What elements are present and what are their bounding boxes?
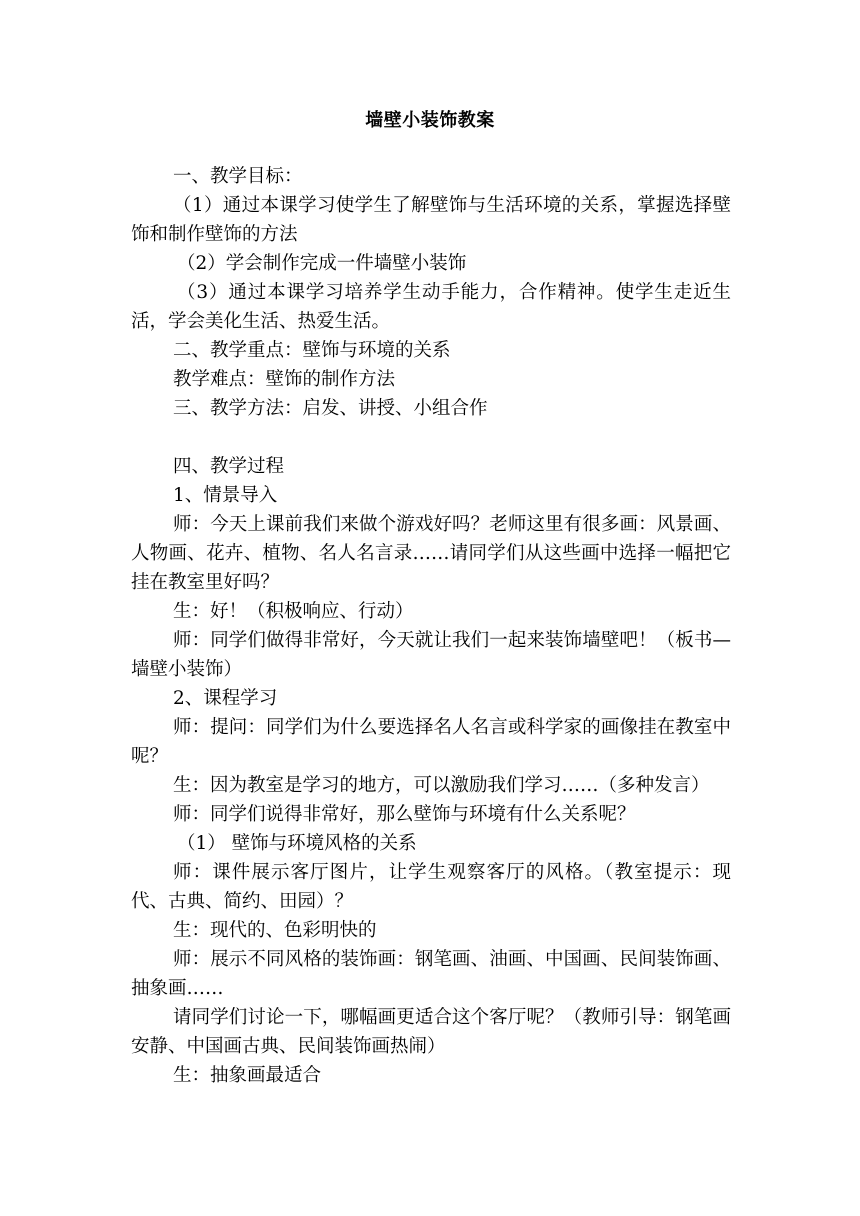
dialogue-paragraph: 师：课件展示客厅图片，让学生观察客厅的风格。（教室提示：现代、古典、简约、田园）？: [131, 862, 731, 912]
section-heading-process: 四、教学过程: [173, 456, 285, 477]
dialogue-paragraph: 请同学们讨论一下，哪幅画更适合这个客厅呢？（教师引导：钢笔画安静、中国画古典、民间装饰画热闹）: [131, 1007, 731, 1057]
dialogue-paragraph: 生：现代的、色彩明快的: [173, 920, 377, 941]
blank-line: [131, 423, 731, 452]
objective-item-2: （2）学会制作完成一件墙壁小装饰: [177, 253, 467, 274]
objective-item-1: （1）通过本课学习使学生了解壁饰与生活环境的关系，掌握选择壁饰和制作壁饰的方法: [131, 195, 731, 245]
section-heading-methods: 三、教学方法：启发、讲授、小组合作: [173, 398, 488, 419]
section-heading-key-points: 二、教学重点：壁饰与环境的关系: [173, 340, 451, 361]
dialogue-paragraph: 师：同学们说得非常好，那么壁饰与环境有什么关系呢？: [173, 804, 636, 825]
dialogue-paragraph: 师：展示不同风格的装饰画：钢笔画、油画、中国画、民间装饰画、抽象画……: [131, 949, 731, 999]
dialogue-paragraph: 师：同学们做得非常好，今天就让我们一起来装饰墙壁吧！（板书—墙壁小装饰）: [131, 630, 731, 680]
teaching-difficulty: 教学难点：壁饰的制作方法: [173, 369, 396, 390]
document-title: 墙壁小装饰教案: [365, 110, 495, 131]
dialogue-paragraph: 师：今天上课前我们来做个游戏好吗？老师这里有很多画：风景画、人物画、花卉、植物、名人名言录……请同学们从这些画中选择一幅把它挂在教室里好吗？: [131, 514, 731, 593]
dialogue-paragraph: 生：抽象画最适合: [173, 1065, 322, 1086]
subsection-heading-intro: 1、情景导入: [173, 485, 278, 506]
subsection-heading-style: （1） 壁饰与环境风格的关系: [177, 833, 417, 854]
dialogue-paragraph: 师：提问：同学们为什么要选择名人名言或科学家的画像挂在教室中呢？: [131, 717, 731, 767]
document-body: [131, 162, 731, 1090]
objective-item-3: （3）通过本课学习培养学生动手能力，合作精神。使学生走近生活，学会美化生活、热爱生活。: [131, 282, 731, 332]
subsection-heading-learning: 2、课程学习: [173, 688, 278, 709]
dialogue-paragraph: 生：因为教室是学习的地方，可以激励我们学习……（多种发言）: [173, 775, 710, 796]
section-heading-objectives: 一、教学目标：: [173, 166, 303, 187]
dialogue-paragraph: 生：好！（积极响应、行动）: [173, 601, 414, 622]
